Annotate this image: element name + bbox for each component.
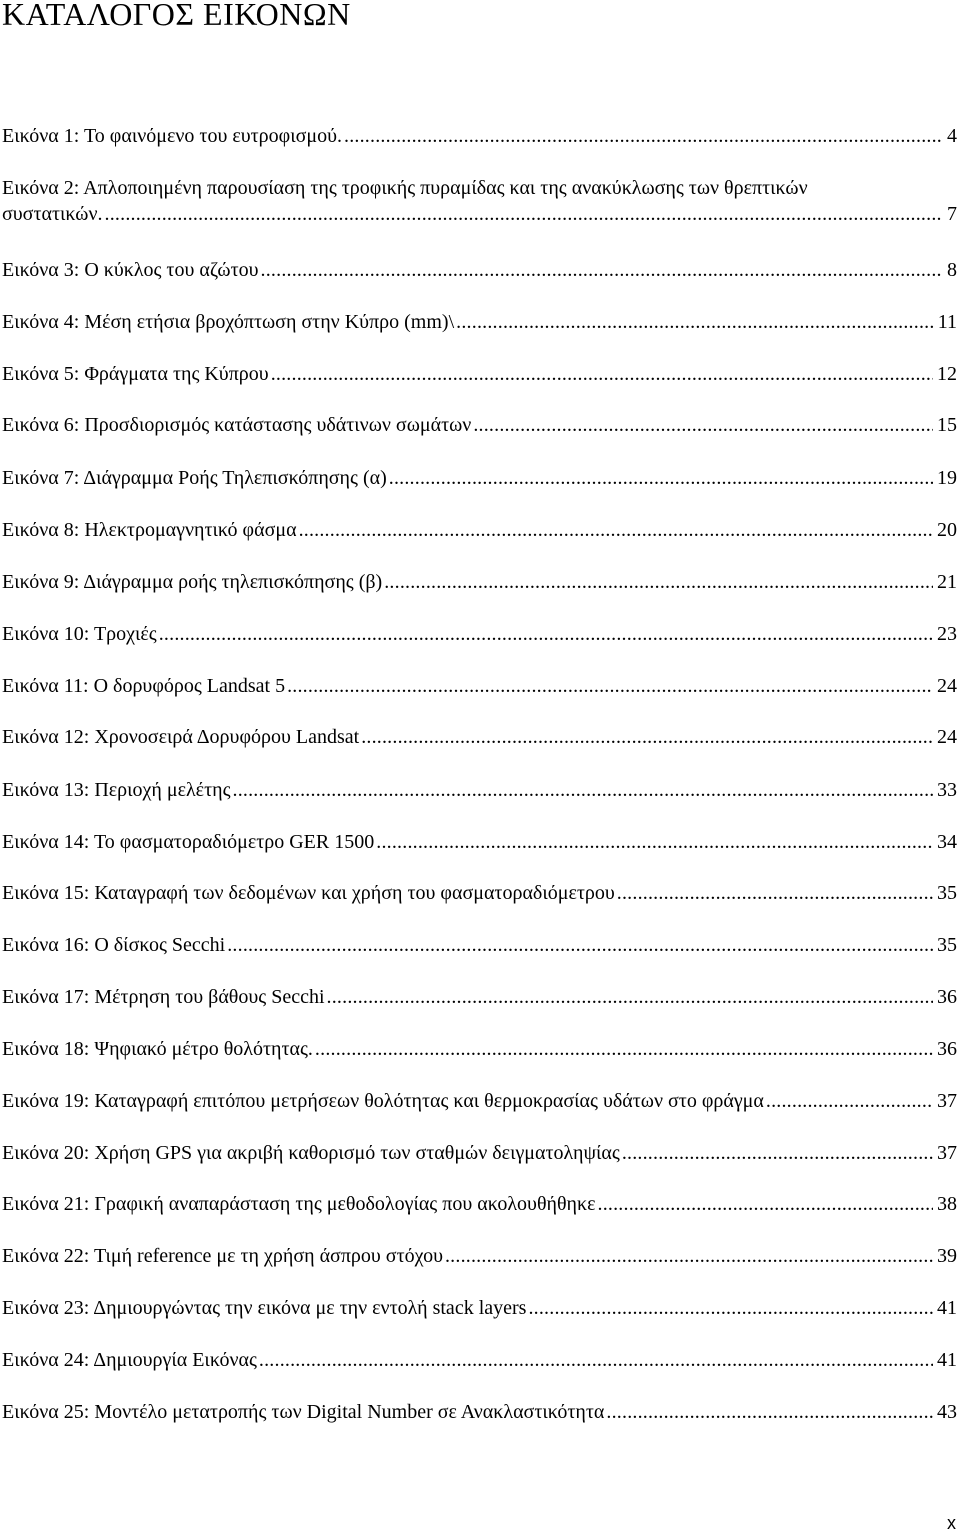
dot-leader — [315, 1036, 933, 1062]
toc-entry[interactable] — [0, 569, 958, 595]
dot-leader — [445, 1243, 933, 1269]
toc-entry-page: 35 — [937, 934, 957, 956]
toc-entry-label: Εικόνα 11: Ο δορυφόρος Landsat 5 — [2, 675, 286, 697]
dot-leader — [473, 412, 933, 438]
toc-entry[interactable] — [0, 1036, 958, 1062]
toc-entry[interactable] — [0, 1347, 958, 1373]
dot-leader — [376, 829, 933, 855]
dot-leader — [766, 1088, 933, 1114]
toc-entry-page: 34 — [937, 831, 957, 853]
toc-entry[interactable] — [0, 724, 958, 750]
dot-leader — [456, 309, 934, 335]
toc-entry-page: 43 — [937, 1401, 957, 1423]
toc-entry-label: Εικόνα 4: Μέση ετήσια βροχόπτωση στην Κύπρο (mm)\ — [2, 311, 455, 333]
toc-entry-label: Εικόνα 15: Καταγραφή των δεδομένων και χρήση του φασματοραδιόμετρου — [2, 882, 615, 904]
dot-leader — [299, 517, 933, 543]
toc-entry[interactable] — [0, 621, 958, 647]
toc-entry-page: 8 — [947, 259, 957, 281]
toc-entry[interactable] — [0, 123, 958, 149]
toc-entry[interactable] — [0, 517, 958, 543]
toc-entry-label: Εικόνα 20: Χρήση GPS για ακριβή καθορισμό των σταθμών δειγματοληψίας — [2, 1142, 620, 1164]
toc-entry[interactable] — [0, 932, 958, 958]
dot-leader — [598, 1191, 934, 1217]
toc-entry[interactable] — [0, 175, 958, 227]
dot-leader — [617, 880, 933, 906]
toc-entry-page: 4 — [947, 125, 957, 147]
toc-entry-page: 33 — [937, 779, 957, 801]
page-title: ΚΑΤΑΛΟΓΟΣ ΕΙΚΟΝΩΝ — [2, 0, 351, 32]
toc-entry[interactable] — [0, 257, 958, 283]
toc-entry-label: Εικόνα 17: Μέτρηση του βάθους Secchi — [2, 986, 325, 1008]
toc-entry[interactable] — [0, 829, 958, 855]
toc-entry-page: 19 — [937, 467, 957, 489]
toc-entry-page: 23 — [937, 623, 957, 645]
dot-leader — [227, 932, 933, 958]
toc-entry-page: 11 — [937, 311, 957, 333]
toc-entry[interactable] — [0, 1191, 958, 1217]
toc-entry[interactable] — [0, 1399, 958, 1425]
toc-entry-label: Εικόνα 14: Το φασματοραδιόμετρο GER 1500 — [2, 831, 375, 853]
toc-entry[interactable] — [0, 1088, 958, 1114]
toc-entry[interactable] — [0, 361, 958, 387]
toc-entry[interactable] — [0, 465, 958, 491]
toc-entry-label: Εικόνα 13: Περιοχή μελέτης — [2, 779, 231, 801]
toc-entry-page: 38 — [937, 1193, 957, 1215]
dot-leader — [261, 257, 943, 283]
toc-entry-label: Εικόνα 6: Προσδιορισμός κατάστασης υδάτινων σωμάτων — [2, 414, 472, 436]
toc-entry-label: Εικόνα 18: Ψηφιακό μέτρο θολότητας. — [2, 1038, 313, 1060]
toc-entry[interactable] — [0, 1140, 958, 1166]
dot-leader — [287, 673, 933, 699]
toc-entry-label: Εικόνα 16: Ο δίσκος Secchi — [2, 934, 226, 956]
page-number: x — [947, 1513, 956, 1533]
dot-leader — [528, 1295, 933, 1321]
toc-entry-page: 12 — [937, 363, 957, 385]
dot-leader — [384, 569, 933, 595]
dot-leader — [271, 361, 933, 387]
toc-entry[interactable] — [0, 309, 958, 335]
dot-leader — [344, 123, 943, 149]
toc-entry-page: 7 — [947, 203, 957, 225]
toc-entry-label: Εικόνα 8: Ηλεκτρομαγνητικό φάσμα — [2, 519, 297, 541]
toc-entry-label: Εικόνα 5: Φράγματα της Κύπρου — [2, 363, 269, 385]
toc-entry-label: Εικόνα 22: Τιμή reference με τη χρήση άσπρου στόχου — [2, 1245, 443, 1267]
toc-entry-label: Εικόνα 25: Μοντέλο μετατροπής των Digital Number σε Ανακλαστικότητα — [2, 1401, 605, 1423]
toc-entry-label: Εικόνα 10: Τροχιές — [2, 623, 157, 645]
dot-leader — [233, 777, 934, 803]
dot-leader — [259, 1347, 933, 1373]
toc-entry-label: Εικόνα 7: Διάγραμμα Ροής Τηλεπισκόπησης (α) — [2, 467, 387, 489]
toc-entry-label: Εικόνα 2: Απλοποιημένη παρουσίαση της τροφικής πυραμίδας και της ανακύκλωσης των θρεπτικών — [2, 177, 808, 199]
toc-entry[interactable] — [0, 1295, 958, 1321]
toc-entry[interactable] — [0, 777, 958, 803]
dot-leader — [389, 465, 933, 491]
toc-entry-label: Εικόνα 21: Γραφική αναπαράσταση της μεθοδολογίας που ακολουθήθηκε — [2, 1193, 596, 1215]
toc-entry-page: 24 — [937, 675, 957, 697]
toc-entry-label: Εικόνα 24: Δημιουργία Εικόνας — [2, 1349, 257, 1371]
toc-entry-page: 41 — [937, 1297, 957, 1319]
toc-entry-page: 35 — [937, 882, 957, 904]
toc-entry-label: Εικόνα 1: Το φαινόμενο του ευτροφισμού. — [2, 125, 342, 147]
dot-leader — [159, 621, 933, 647]
toc-entry[interactable] — [0, 1243, 958, 1269]
toc-entry-page: 24 — [937, 726, 957, 748]
toc-entry-page: 21 — [937, 571, 957, 593]
toc-entry-label-continued: συστατικών. — [2, 203, 103, 225]
toc-entry-page: 36 — [937, 1038, 957, 1060]
toc-entry-page: 20 — [937, 519, 957, 541]
toc-entry-label: Εικόνα 9: Διάγραμμα ροής τηλεπισκόπησης (β) — [2, 571, 383, 593]
toc-entry-page: 41 — [937, 1349, 957, 1371]
toc-entry[interactable] — [0, 880, 958, 906]
toc-entry-label: Εικόνα 23: Δημιουργώντας την εικόνα με την εντολή stack layers — [2, 1297, 527, 1319]
dot-leader — [606, 1399, 933, 1425]
toc-entry-page: 39 — [937, 1245, 957, 1267]
toc-entry-page: 36 — [937, 986, 957, 1008]
toc-entry-page: 15 — [937, 414, 957, 436]
dot-leader — [622, 1140, 933, 1166]
toc-entry[interactable] — [0, 412, 958, 438]
toc-entry-page: 37 — [937, 1142, 957, 1164]
toc-entry-page: 37 — [937, 1090, 957, 1112]
dot-leader — [361, 724, 933, 750]
dot-leader — [105, 201, 943, 227]
toc-entry[interactable] — [0, 984, 958, 1010]
toc-entry[interactable] — [0, 673, 958, 699]
dot-leader — [327, 984, 933, 1010]
toc-entry-label: Εικόνα 19: Καταγραφή επιτόπου μετρήσεων θολότητας και θερμοκρασίας υδάτων στο φράγμα — [2, 1090, 764, 1112]
toc-entry-label: Εικόνα 3: Ο κύκλος του αζώτου — [2, 259, 259, 281]
toc-entry-label: Εικόνα 12: Χρονοσειρά Δορυφόρου Landsat — [2, 726, 360, 748]
